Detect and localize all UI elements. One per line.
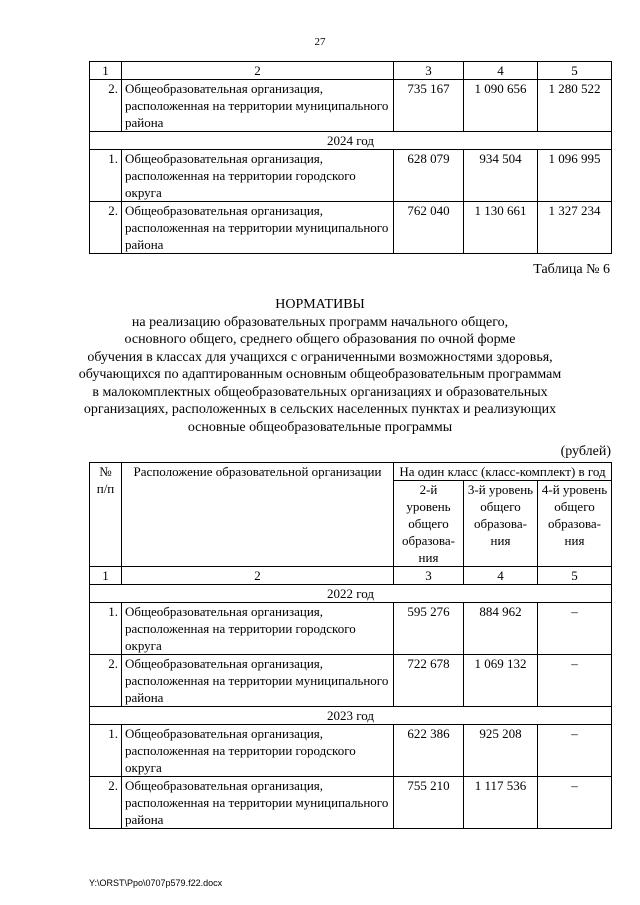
table-row [90, 725, 612, 777]
header-cell: 2 [122, 62, 394, 80]
org-cell: Общеобразовательная организация, расположенная на территории городского округа [122, 150, 394, 202]
title-line: обучающихся по адаптированным основным общеобразовательным программам [78, 367, 562, 382]
value-cell: 1 090 656 [464, 80, 538, 132]
value-cell: 735 167 [394, 80, 464, 132]
table-label: Таблица № 6 [533, 262, 610, 277]
year-label: 2024 год [90, 132, 612, 150]
value-cell: 1 130 661 [464, 202, 538, 254]
table-row [90, 150, 612, 202]
row-number: 2. [90, 202, 122, 254]
header-num: № п/п [90, 463, 122, 567]
table-header-row [90, 463, 612, 481]
header-level-2: 2-й уровень общего образова-ния [394, 481, 464, 567]
norms-table [89, 462, 612, 829]
table-continuation [89, 61, 612, 254]
org-cell: Общеобразовательная организация, расположенная на территории муниципального района [122, 80, 394, 132]
table-row [90, 567, 612, 585]
title-line: на реализацию образовательных программ начального общего, [131, 314, 509, 330]
value-cell: 884 962 [464, 603, 538, 655]
page-number: 27 [314, 36, 326, 48]
title-heading: НОРМАТИВЫ [275, 297, 365, 312]
document-title [60, 296, 580, 436]
year-row [90, 132, 612, 150]
header-org: Расположение образовательной организации [122, 463, 394, 567]
value-cell: 1 117 536 [464, 777, 538, 829]
year-label: 2023 год [90, 707, 612, 725]
value-cell: 925 208 [464, 725, 538, 777]
value-cell: 622 386 [394, 725, 464, 777]
value-cell: – [538, 655, 612, 707]
index-cell: 5 [538, 567, 612, 585]
row-number: 1. [90, 603, 122, 655]
value-cell: 1 096 995 [538, 150, 612, 202]
row-number: 2. [90, 777, 122, 829]
title-line: основные общеобразовательные программы [187, 419, 453, 435]
table-row [90, 62, 612, 80]
value-cell: 762 040 [394, 202, 464, 254]
table-row [90, 202, 612, 254]
units-label: (рублей) [560, 444, 611, 459]
value-cell: 755 210 [394, 777, 464, 829]
title-line: в малокомплектных общеобразовательных организациях и образовательных [92, 384, 548, 400]
title-line: обучения в классах для учащихся с ограниченными возможностями здоровья, [87, 349, 553, 365]
index-cell: 2 [122, 567, 394, 585]
value-cell: – [538, 777, 612, 829]
year-label: 2022 год [90, 585, 612, 603]
index-cell: 3 [394, 567, 464, 585]
year-row [90, 585, 612, 603]
table-row [90, 603, 612, 655]
header-cell: 3 [394, 62, 464, 80]
value-cell: 1 327 234 [538, 202, 612, 254]
year-row [90, 707, 612, 725]
header-level-3: 3-й уровень общего образова-ния [464, 481, 538, 567]
value-cell: 1 280 522 [538, 80, 612, 132]
row-number: 2. [90, 655, 122, 707]
file-path: Y:\ORST\Ppo\0707p579.f22.docx [89, 878, 223, 888]
title-line: основного общего, среднего общего образования по очной форме [124, 332, 516, 347]
index-cell: 4 [464, 567, 538, 585]
row-number: 2. [90, 80, 122, 132]
org-cell: Общеобразовательная организация, расположенная на территории городского округа [122, 603, 394, 655]
value-cell: – [538, 603, 612, 655]
org-cell: Общеобразовательная организация, расположенная на территории муниципального района [122, 655, 394, 707]
table-row [90, 655, 612, 707]
row-number: 1. [90, 725, 122, 777]
header-level-4: 4-й уровень общего образова-ния [538, 481, 612, 567]
value-cell: 722 678 [394, 655, 464, 707]
header-group: На один класс (класс-комплект) в год [394, 463, 612, 481]
title-line: организациях, расположенных в сельских населенных пунктах и реализующих [83, 402, 557, 417]
table-row [90, 777, 612, 829]
header-cell: 4 [464, 62, 538, 80]
index-cell: 1 [90, 567, 122, 585]
header-cell: 5 [538, 62, 612, 80]
org-cell: Общеобразовательная организация, расположенная на территории муниципального района [122, 777, 394, 829]
org-cell: Общеобразовательная организация, расположенная на территории городского округа [122, 725, 394, 777]
value-cell: 595 276 [394, 603, 464, 655]
value-cell: 934 504 [464, 150, 538, 202]
value-cell: 628 079 [394, 150, 464, 202]
header-cell: 1 [90, 62, 122, 80]
org-cell: Общеобразовательная организация, расположенная на территории муниципального района [122, 202, 394, 254]
value-cell: – [538, 725, 612, 777]
row-number: 1. [90, 150, 122, 202]
value-cell: 1 069 132 [464, 655, 538, 707]
table-row [90, 80, 612, 132]
